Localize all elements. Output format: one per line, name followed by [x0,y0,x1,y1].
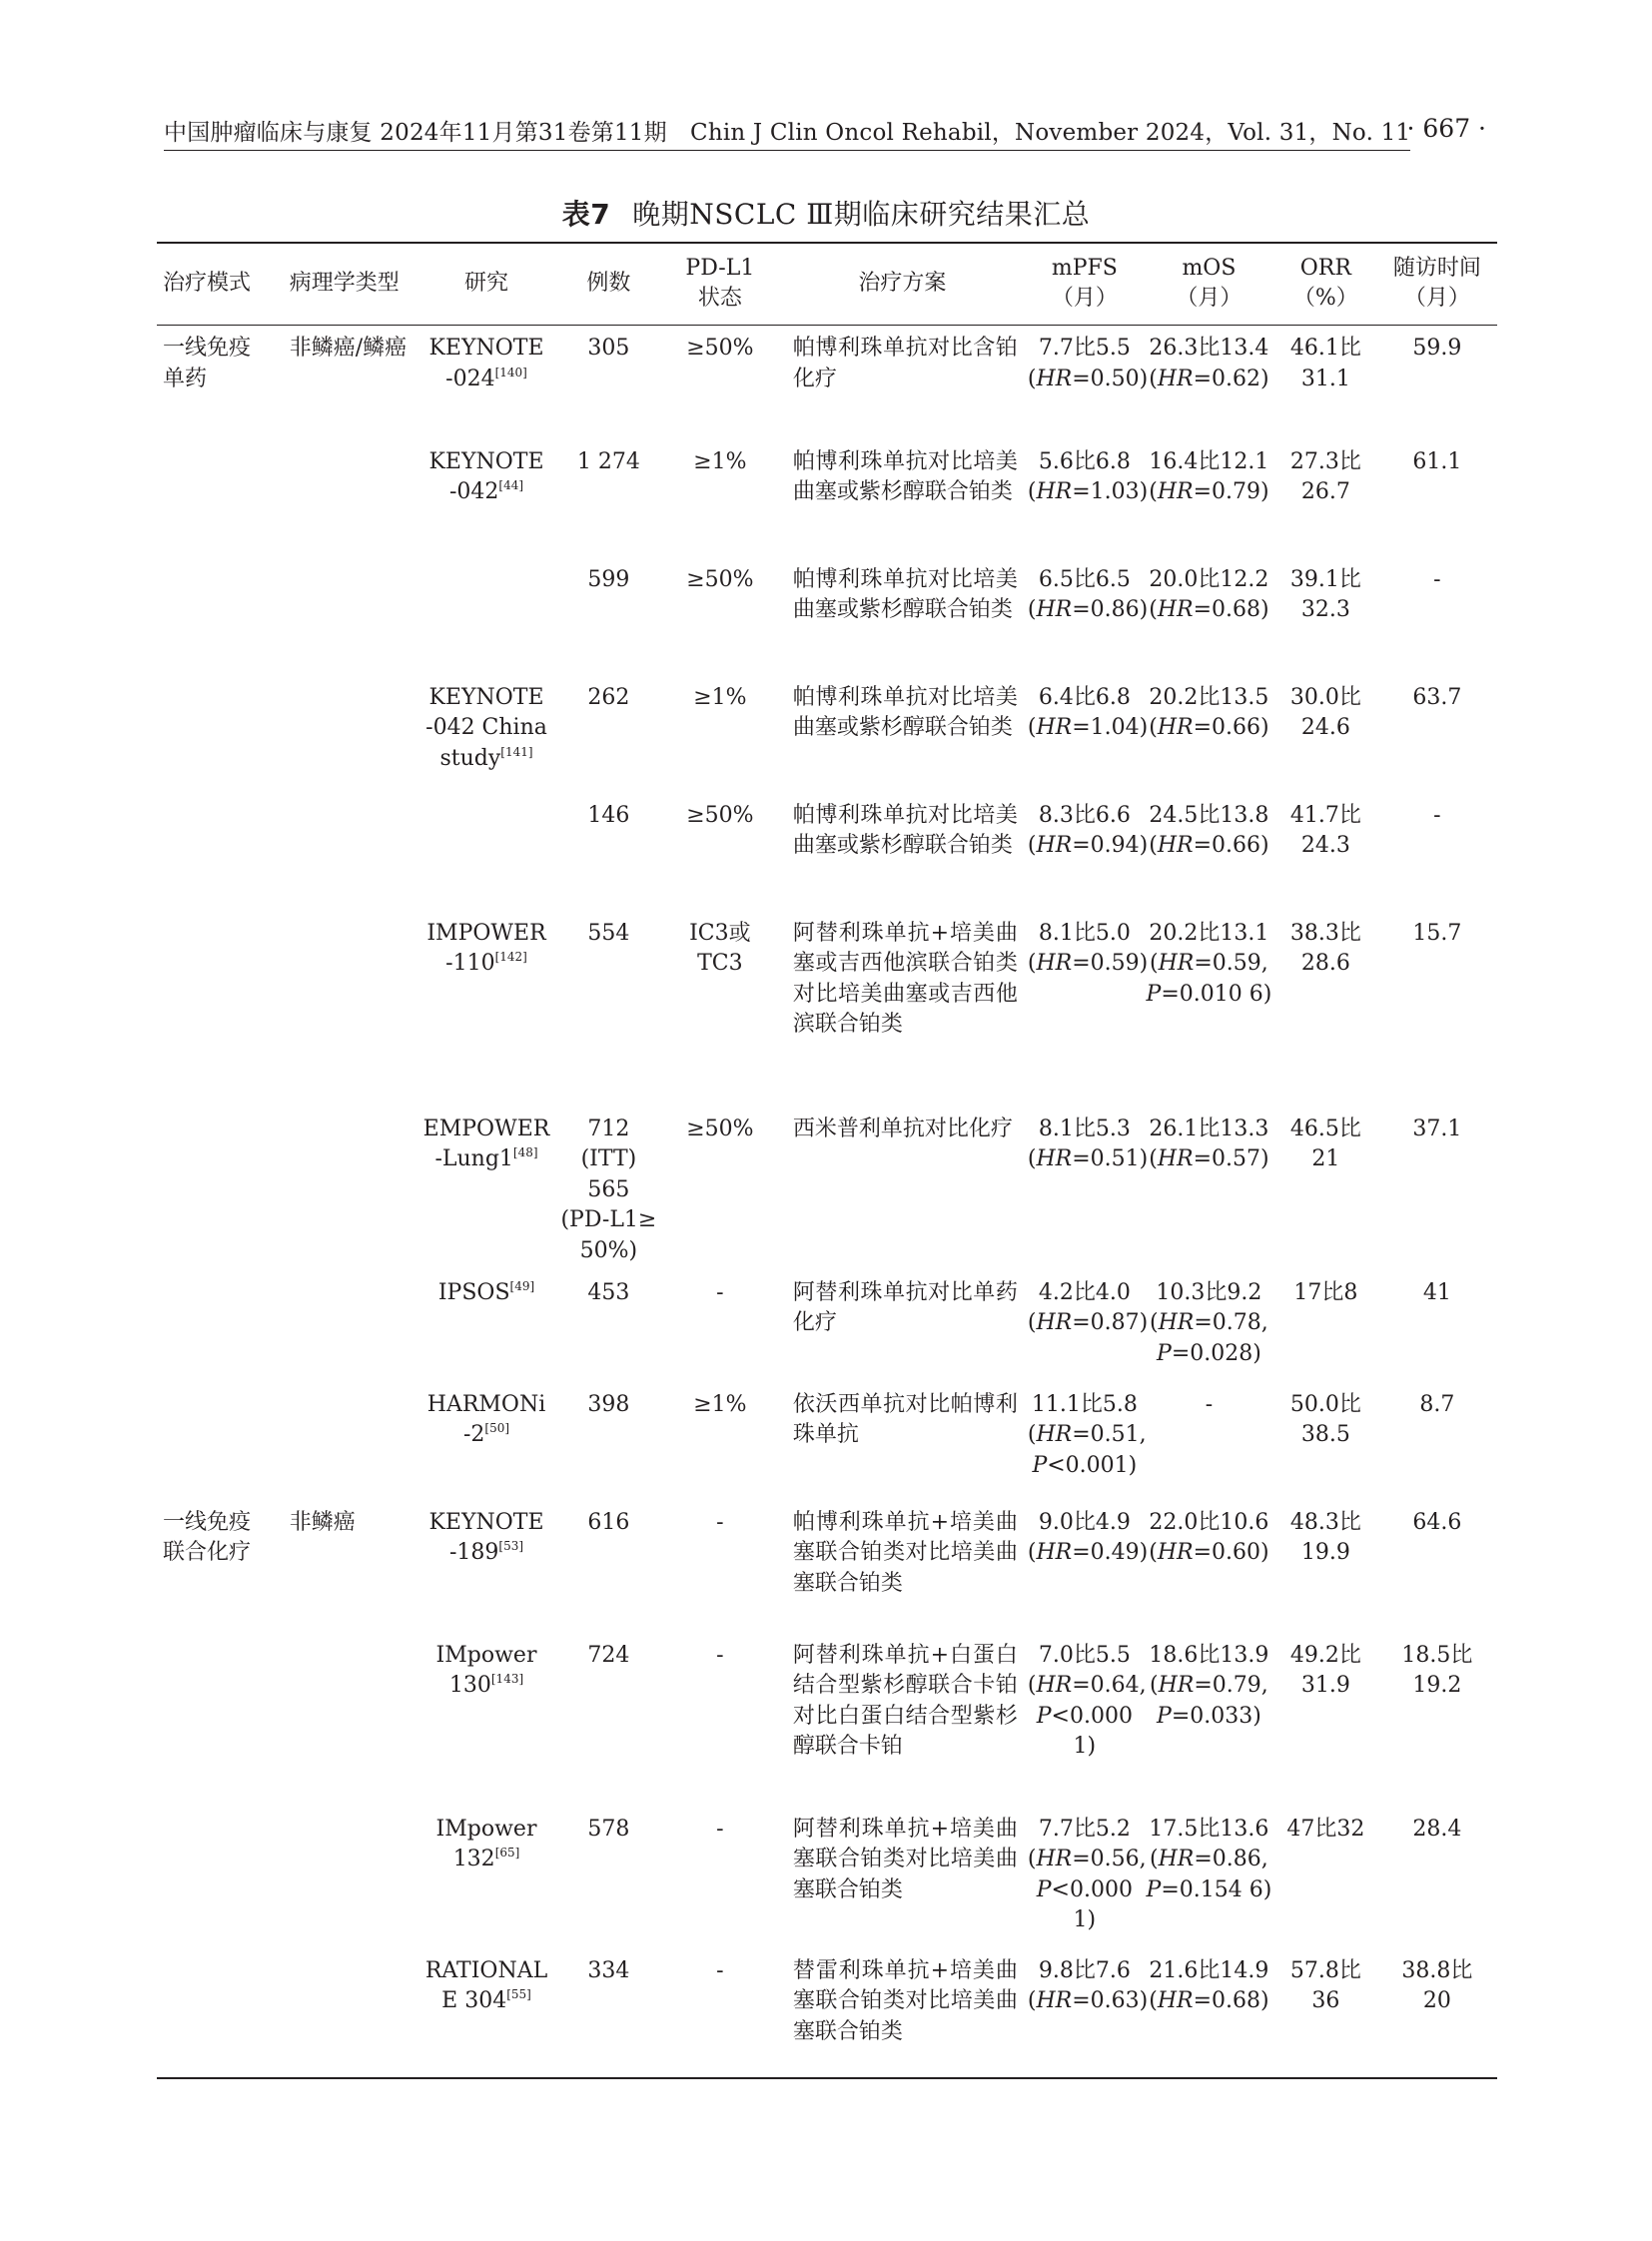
treatment-mode-cell [157,1952,284,2078]
pdl1-status-cell: - [716,1642,724,1668]
pathology-cell [284,443,416,561]
treatment-mode-cell [157,915,284,1111]
table-row [157,915,1497,1111]
regimen-cell: 帕博利珠单抗对比含铂化疗 [792,336,1018,391]
table-row [157,443,1497,561]
mpfs-cell: 11.1比5.8 (HR=0.51, P<0.001) [1027,1391,1147,1478]
mos-cell: 26.1比13.3 (HR=0.57) [1149,1116,1269,1171]
sample-size-cell: 554 [587,920,630,946]
pathology-cell [284,797,416,915]
sample-size-cell: 724 [587,1642,630,1668]
pdl1-status-cell: ≥50% [686,802,754,828]
follow-up-cell: 64.6 [1412,1509,1462,1535]
sample-size-cell: 262 [587,684,630,710]
regimen-cell: 帕博利珠单抗对比培美曲塞或紫杉醇联合铂类 [792,684,1018,740]
follow-up-cell: 61.1 [1412,448,1462,474]
mpfs-cell: 5.6比6.8 (HR=1.03) [1027,448,1149,504]
regimen-cell: 阿替利珠单抗+白蛋白结合型紫杉醇联合卡铂对比白蛋白结合型紫杉醇联合卡铂 [792,1642,1018,1759]
pathology-cell [284,1811,416,1952]
mos-cell: 21.6比14.9 (HR=0.68) [1149,1957,1269,2013]
follow-up-cell: 15.7 [1412,920,1462,946]
pathology-cell [284,1386,416,1504]
reference-citation: [44] [498,478,524,492]
orr-cell: 50.0比 38.5 [1289,1391,1361,1447]
orr-cell: 46.1比 31.1 [1289,336,1361,391]
treatment-mode-cell [157,1111,284,1274]
journal-header: 中国肿瘤临床与康复 2024年11月第31卷第11期 Chin J Clin Oncol Rehabil，November 2024，Vol. 31，No. 11 [164,114,1410,151]
mos-cell: 20.0比12.2 (HR=0.68) [1149,566,1269,622]
mpfs-cell: 4.2比4.0 (HR=0.87) [1027,1279,1149,1335]
mos-cell: 24.5比13.8 (HR=0.66) [1149,802,1269,858]
regimen-cell: 阿替利珠单抗+培美曲塞或吉西他滨联合铂类对比培美曲塞或吉西他滨联合铂类 [792,920,1018,1037]
follow-up-cell: 18.5比 19.2 [1401,1642,1473,1698]
header-cell: 例数 [586,271,631,296]
regimen-cell: 西米普利单抗对比化疗 [792,1116,1013,1141]
table-row [157,1386,1497,1504]
orr-cell: 39.1比 32.3 [1289,566,1361,622]
study-cell [416,797,556,915]
study-cell: KEYNOTE -189[53] [428,1509,544,1565]
table-row [157,1111,1497,1274]
mpfs-cell: 9.8比7.6 (HR=0.63) [1027,1957,1149,2013]
pathology-cell: 非鳞癌/鳞癌 [289,336,408,361]
mos-cell: 10.3比9.2 (HR=0.78, P=0.028) [1150,1279,1268,1366]
study-cell: KEYNOTE -024[140] [428,336,544,391]
reference-citation: [142] [494,950,527,964]
mos-cell: 20.2比13.1 (HR=0.59, P=0.010 6) [1146,920,1272,1007]
study-cell: IPSOS[49] [437,1278,535,1305]
mpfs-cell: 9.0比4.9 (HR=0.49) [1027,1509,1149,1565]
regimen-cell: 帕博利珠单抗对比培美曲塞或紫杉醇联合铂类 [792,802,1018,858]
sample-size-cell: 398 [587,1391,630,1417]
header-cell: mPFS （月） [1051,256,1118,311]
reference-citation: [143] [490,1672,524,1686]
sample-size-cell: 453 [587,1279,630,1305]
treatment-mode-cell [157,561,284,679]
pathology-cell [284,561,416,679]
table-row [157,679,1497,797]
study-cell: EMPOWER -Lung1[48] [422,1116,550,1171]
reference-citation: [141] [500,744,533,759]
header-cell: mOS （月） [1176,256,1242,311]
mpfs-cell: 7.0比5.5 (HR=0.64, P<0.000 1) [1027,1642,1147,1759]
sample-size-cell: 1 274 [576,448,640,474]
treatment-mode-cell [157,1811,284,1952]
regimen-cell: 阿替利珠单抗+培美曲塞联合铂类对比培美曲塞联合铂类 [792,1816,1018,1902]
pathology-cell [284,1111,416,1274]
pathology-cell [284,1952,416,2078]
mpfs-cell: 8.1比5.0 (HR=0.59) [1027,920,1149,976]
page-header [160,114,1486,154]
pdl1-status-cell: - [716,1279,724,1305]
treatment-mode-cell: 一线免疫 单药 [163,336,252,391]
table-row [157,1811,1497,1952]
table-label: 表7 [561,198,611,231]
regimen-cell: 帕博利珠单抗对比培美曲塞或紫杉醇联合铂类 [792,448,1018,504]
mos-cell: 22.0比10.6 (HR=0.60) [1149,1509,1269,1565]
pdl1-status-cell: - [716,1816,724,1842]
table-row [157,1274,1497,1386]
pathology-cell [284,1637,416,1811]
sample-size-cell: 599 [587,566,630,592]
header-cell: 治疗方案 [858,271,947,296]
orr-cell: 49.2比 31.9 [1289,1642,1361,1698]
study-cell: IMpower 130[143] [435,1642,537,1698]
header-cell: 病理学类型 [289,271,400,296]
mos-cell: 18.6比13.9 (HR=0.79, P=0.033) [1149,1642,1269,1729]
pdl1-status-cell: - [716,1509,724,1535]
sample-size-cell: 334 [587,1957,630,1983]
regimen-cell: 替雷利珠单抗+培美曲塞联合铂类对比培美曲塞联合铂类 [792,1957,1018,2044]
pathology-cell [284,1274,416,1386]
mpfs-cell: 6.4比6.8 (HR=1.04) [1027,684,1149,740]
orr-cell: 48.3比 19.9 [1289,1509,1361,1565]
reference-citation: [55] [506,1987,531,2001]
table-row [157,561,1497,679]
treatment-mode-cell [157,679,284,797]
pdl1-status-cell: ≥1% [693,448,747,474]
reference-citation: [50] [484,1421,510,1435]
table-caption [0,193,1652,233]
sample-size-cell: 146 [587,802,630,828]
follow-up-cell: - [1433,802,1441,828]
orr-cell: 46.5比 21 [1289,1116,1361,1171]
reference-citation: [53] [498,1539,524,1553]
treatment-mode-cell [157,1386,284,1504]
mos-cell: 20.2比13.5 (HR=0.66) [1149,684,1269,740]
pathology-cell [284,915,416,1111]
mpfs-cell: 6.5比6.5 (HR=0.86) [1027,566,1149,622]
results-table [157,242,1497,2079]
table-row [157,326,1497,443]
treatment-mode-cell [157,443,284,561]
sample-size-cell: 616 [587,1509,630,1535]
header-cell: 随访时间 （月） [1392,256,1481,311]
follow-up-cell: 41 [1422,1279,1451,1305]
pdl1-status-cell: ≥1% [693,1391,747,1417]
orr-cell: 27.3比 26.7 [1289,448,1361,504]
follow-up-cell: 8.7 [1419,1391,1455,1417]
follow-up-cell: 38.8比 20 [1401,1957,1473,2013]
mpfs-cell: 8.1比5.3 (HR=0.51) [1027,1116,1149,1171]
mpfs-cell: 7.7比5.2 (HR=0.56, P<0.000 1) [1027,1816,1147,1932]
study-cell: RATIONAL E 304[55] [424,1957,548,2013]
table-row [157,1504,1497,1637]
regimen-cell: 依沃西单抗对比帕博利珠单抗 [792,1391,1018,1447]
study-cell [416,561,556,679]
treatment-mode-cell [157,797,284,915]
orr-cell: 30.0比 24.6 [1289,684,1361,740]
follow-up-cell: 63.7 [1412,684,1462,710]
pathology-cell [284,679,416,797]
regimen-cell: 帕博利珠单抗+培美曲塞联合铂类对比培美曲塞联合铂类 [792,1509,1018,1596]
follow-up-cell: 37.1 [1412,1116,1462,1141]
pdl1-status-cell: ≥1% [693,684,747,710]
orr-cell: 57.8比 36 [1289,1957,1361,2013]
mos-cell: 26.3比13.4 (HR=0.62) [1149,336,1269,391]
sample-size-cell: 712 (ITT) 565 (PD-L1≥ 50%) [560,1116,657,1263]
regimen-cell: 帕博利珠单抗对比培美曲塞或紫杉醇联合铂类 [792,566,1018,622]
orr-cell: 38.3比 28.6 [1289,920,1361,976]
study-cell: HARMONi -2[50] [426,1391,546,1447]
reference-citation: [48] [512,1145,538,1159]
mpfs-cell: 8.3比6.6 (HR=0.94) [1027,802,1149,858]
header-cell: PD-L1 状态 [685,256,755,311]
mos-cell: 16.4比12.1 (HR=0.79) [1149,448,1269,504]
orr-cell: 17比8 [1293,1279,1358,1305]
study-cell: KEYNOTE -042[44] [428,448,544,504]
pdl1-status-cell: IC3或 TC3 [689,920,751,976]
orr-cell: 47比32 [1286,1816,1365,1842]
study-cell: IMPOWER -110[142] [426,920,546,976]
table-header-row [157,243,1497,326]
study-cell: KEYNOTE -042 China study[141] [425,684,547,771]
pdl1-status-cell: ≥50% [686,336,754,361]
mos-cell: - [1205,1391,1214,1417]
study-cell: IMpower 132[65] [435,1816,537,1871]
follow-up-cell: - [1433,566,1441,592]
reference-citation: [65] [494,1846,520,1860]
pdl1-status-cell: ≥50% [686,566,754,592]
regimen-cell: 阿替利珠单抗对比单药化疗 [792,1279,1018,1335]
follow-up-cell: 59.9 [1412,336,1462,361]
pathology-cell: 非鳞癌 [289,1509,356,1535]
mpfs-cell: 7.7比5.5 (HR=0.50) [1027,336,1149,391]
table-row [157,797,1497,915]
header-cell: 治疗模式 [163,271,252,296]
pdl1-status-cell: ≥50% [686,1116,754,1141]
page-number: · 667 · [1406,114,1486,143]
treatment-mode-cell: 一线免疫 联合化疗 [163,1509,252,1565]
header-cell: 研究 [464,271,509,296]
header-cell: ORR （%） [1292,256,1358,311]
sample-size-cell: 578 [587,1816,630,1842]
table-row [157,1637,1497,1811]
sample-size-cell: 305 [587,336,630,361]
reference-citation: [140] [494,365,527,379]
reference-citation: [49] [509,1278,535,1293]
table-row [157,1952,1497,2078]
treatment-mode-cell [157,1274,284,1386]
orr-cell: 41.7比 24.3 [1289,802,1361,858]
pdl1-status-cell: - [716,1957,724,1983]
treatment-mode-cell [157,1637,284,1811]
mos-cell: 17.5比13.6 (HR=0.86, P=0.154 6) [1146,1816,1272,1902]
table-title: 晚期NSCLC Ⅲ期临床研究结果汇总 [632,198,1091,231]
follow-up-cell: 28.4 [1412,1816,1462,1842]
